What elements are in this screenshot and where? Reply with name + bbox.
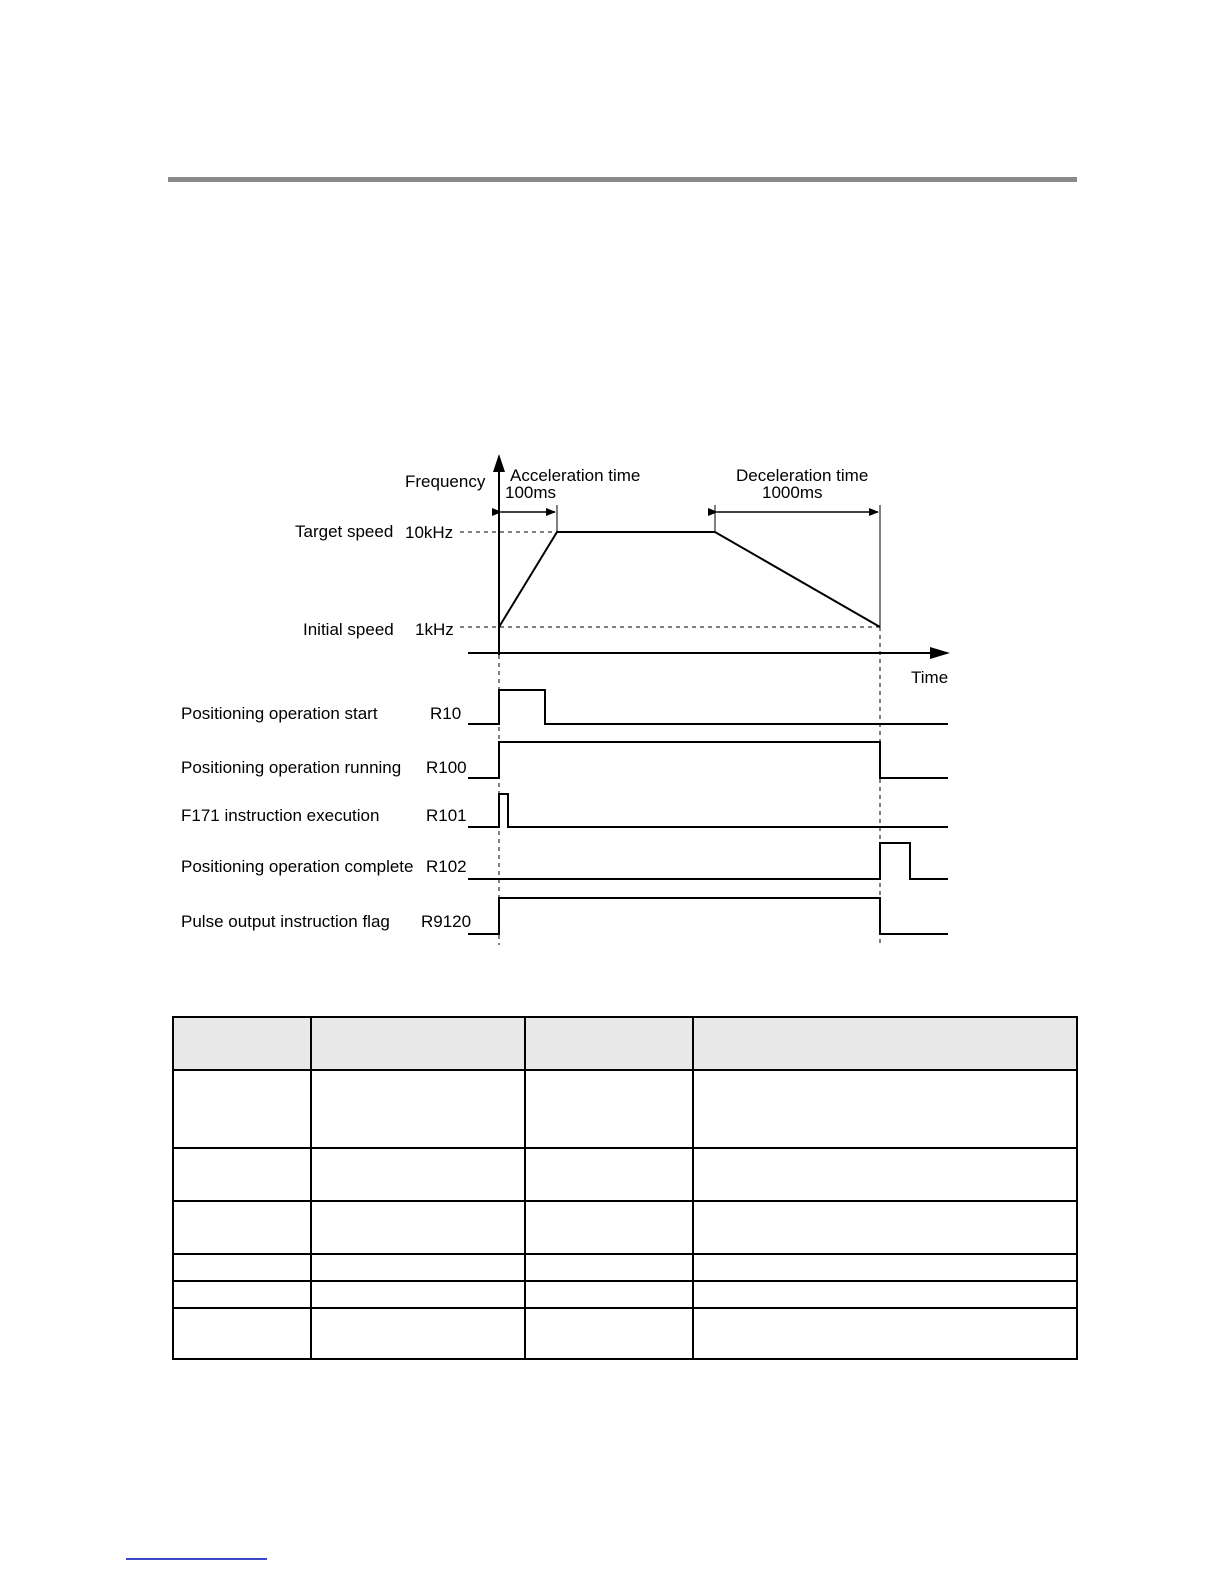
signal-relay-flag: R9120	[421, 912, 472, 931]
waveform-running	[468, 742, 948, 778]
table-cell	[525, 1148, 693, 1201]
table-cell	[693, 1070, 1077, 1148]
table-row	[173, 1254, 1077, 1281]
table-cell	[173, 1281, 311, 1308]
frequency-axis-label: Frequency	[405, 472, 486, 491]
signal-relay-complete: R102	[426, 857, 467, 876]
table-cell	[311, 1254, 525, 1281]
table-header-cell	[525, 1017, 693, 1070]
target-speed-label: Target speed	[295, 522, 394, 541]
acceleration-label: Acceleration time	[510, 466, 641, 485]
waveform-f171	[468, 794, 948, 827]
time-axis-arrowhead	[930, 647, 950, 659]
signal-relay-running: R100	[426, 758, 467, 777]
acceleration-value: 100ms	[505, 483, 557, 502]
table-cell	[693, 1148, 1077, 1201]
signal-relay-f171: R101	[426, 806, 467, 825]
deceleration-value: 1000ms	[762, 483, 823, 502]
table-cell	[173, 1201, 311, 1254]
table-header-cell	[311, 1017, 525, 1070]
table-cell	[311, 1281, 525, 1308]
deceleration-label: Deceleration time	[736, 466, 869, 485]
waveform-complete	[468, 843, 948, 879]
table-header-cell	[173, 1017, 311, 1070]
signal-name-flag: Pulse output instruction flag	[181, 912, 390, 931]
signal-relay-start: R10	[430, 704, 462, 723]
table-header-cell	[693, 1017, 1077, 1070]
waveform-start	[468, 690, 948, 724]
table-row	[173, 1201, 1077, 1254]
table-cell	[311, 1308, 525, 1359]
initial-speed-value: 1kHz	[415, 620, 454, 639]
table-cell	[311, 1201, 525, 1254]
signal-name-complete: Positioning operation complete	[181, 857, 414, 876]
table-cell	[525, 1070, 693, 1148]
table-row	[173, 1070, 1077, 1148]
table-cell	[693, 1308, 1077, 1359]
table-cell	[173, 1070, 311, 1148]
signal-name-start: Positioning operation start	[181, 704, 378, 723]
table-cell	[311, 1070, 525, 1148]
frequency-axis-arrowhead	[493, 454, 505, 472]
table-cell	[525, 1254, 693, 1281]
table-header-row	[173, 1017, 1077, 1070]
waveform-flag	[468, 898, 948, 934]
table-cell	[693, 1254, 1077, 1281]
data-table	[172, 1016, 1078, 1360]
table-cell	[173, 1308, 311, 1359]
table-cell	[693, 1281, 1077, 1308]
table-cell	[311, 1148, 525, 1201]
footer-link-underline[interactable]	[126, 1558, 267, 1560]
time-axis-label: Time	[911, 668, 949, 687]
table-row	[173, 1308, 1077, 1359]
table-cell	[693, 1201, 1077, 1254]
table-row	[173, 1148, 1077, 1201]
table-cell	[525, 1201, 693, 1254]
table-row	[173, 1281, 1077, 1308]
table-cell	[525, 1308, 693, 1359]
speed-profile-line	[499, 532, 880, 627]
table-cell	[525, 1281, 693, 1308]
table-cell	[173, 1254, 311, 1281]
signal-name-f171: F171 instruction execution	[181, 806, 380, 825]
table-cell	[173, 1148, 311, 1201]
target-speed-value: 10kHz	[405, 523, 454, 542]
signal-name-running: Positioning operation running	[181, 758, 402, 777]
initial-speed-label: Initial speed	[303, 620, 394, 639]
